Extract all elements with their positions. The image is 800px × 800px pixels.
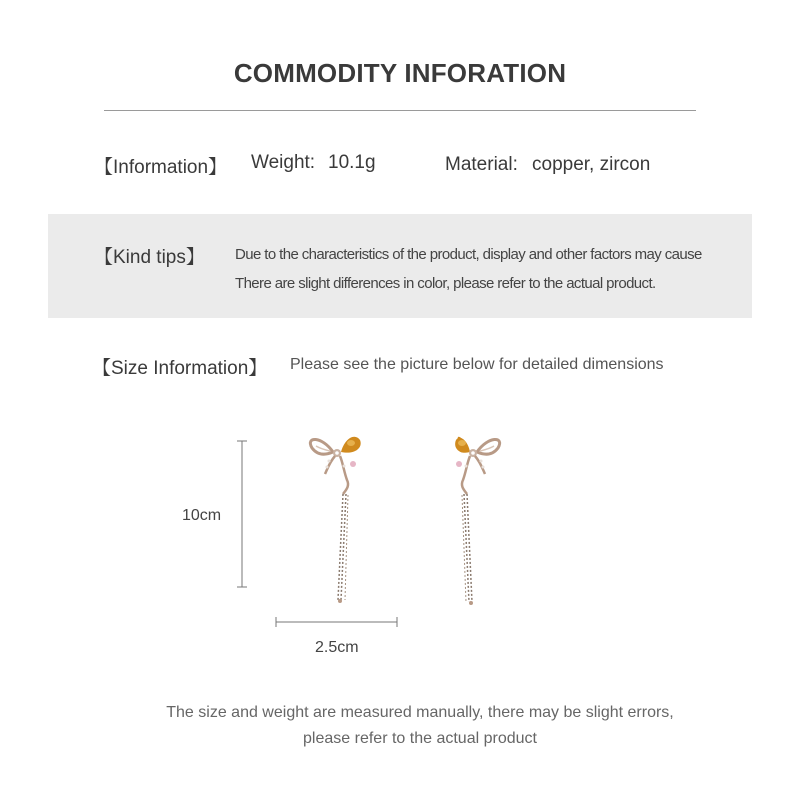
size-information-note: Please see the picture below for detailed dimensions — [290, 356, 664, 373]
kind-tips-heading: 【Kind tips】 — [94, 247, 205, 268]
page-title: COMMODITY INFORATION — [233, 58, 567, 88]
weight-value: 10.1g — [328, 152, 376, 173]
material-label: Material: — [445, 154, 518, 175]
footer-note-line-2: please refer to the actual product — [303, 730, 537, 747]
weight-label: Weight: — [251, 152, 316, 173]
right-earring-image — [455, 437, 499, 605]
material-value: copper, zircon — [532, 154, 651, 175]
height-dimension-label: 10cm — [182, 507, 222, 524]
left-earring-image — [310, 437, 360, 603]
information-heading: 【Information】 — [94, 157, 228, 178]
height-dimension-line — [237, 441, 247, 587]
footer-note-line-1: The size and weight are measured manually, there may be slight errors, — [166, 704, 674, 721]
kind-tips-line-1: Due to the characteristics of the product, display and other factors may cause — [235, 246, 702, 263]
kind-tips-line-2: There are slight differences in color, please refer to the actual product. — [235, 275, 656, 292]
size-information-heading: 【Size Information】 — [92, 358, 268, 379]
width-dimension-label: 2.5cm — [315, 639, 359, 656]
width-dimension-line — [276, 617, 397, 627]
